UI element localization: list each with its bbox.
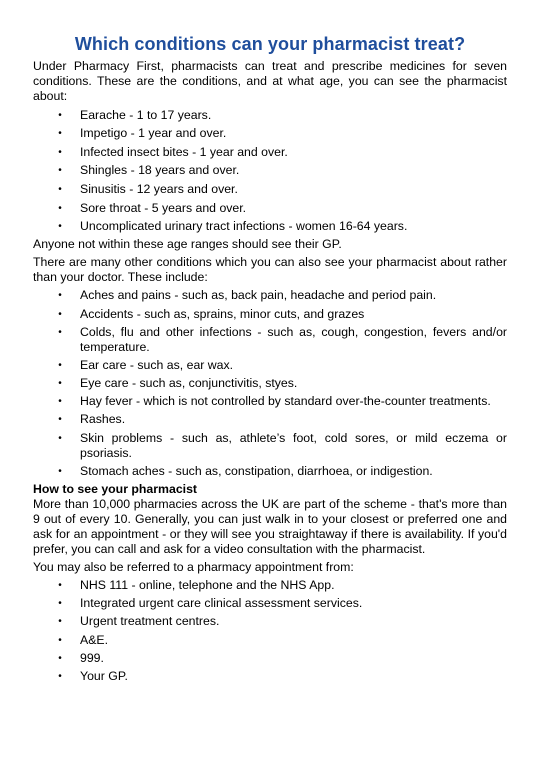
bullet-icon: • [58, 432, 62, 444]
list-item: • Ear care - such as, ear wax. [33, 358, 507, 373]
list-item: • Shingles - 18 years and over. [33, 163, 507, 178]
how-to-see-paragraph: More than 10,000 pharmacies across the UK are part of the scheme - that's more than 9 out of every 10. Generally, you can just walk in to your closest or preferred one and ask for an appointment - or they will see you straightaway if there is availability. If you'd prefer, you can call and ask for a video consultation with the pharmacist. [33, 496, 507, 556]
list-item: • Infected insect bites - 1 year and over. [33, 145, 507, 160]
list-item: • A&E. [33, 633, 507, 648]
list-item: • Your GP. [33, 669, 507, 684]
bullet-icon: • [58, 616, 62, 628]
list-item: • Eye care - such as, conjunctivitis, styes. [33, 376, 507, 391]
list-item: • Impetigo - 1 year and over. [33, 126, 507, 141]
bullet-icon: • [58, 670, 62, 682]
list-item: • Rashes. [33, 412, 507, 427]
bullet-icon: • [58, 146, 62, 158]
bullet-icon: • [58, 308, 62, 320]
list-item: • Accidents - such as, sprains, minor cuts, and grazes [33, 307, 507, 322]
bullet-icon: • [58, 221, 62, 233]
age-note: Anyone not within these age ranges should see their GP. [33, 237, 342, 252]
list-item: • Integrated urgent care clinical assessment services. [33, 596, 507, 611]
list-item: • Sinusitis - 12 years and over. [33, 182, 507, 197]
bullet-icon: • [58, 598, 62, 610]
bullet-icon: • [58, 202, 62, 214]
list-item: • Sore throat - 5 years and over. [33, 201, 507, 216]
bullet-icon: • [58, 580, 62, 592]
list-item: • Hay fever - which is not controlled by standard over-the-counter treatments. [33, 394, 507, 409]
list-item: • Stomach aches - such as, constipation, diarrhoea, or indigestion. [33, 464, 507, 479]
list-item: • Uncomplicated urinary tract infections - women 16-64 years. [33, 219, 507, 234]
list-item: • Skin problems - such as, athlete’s foot, cold sores, or mild eczema or psoriasis. [33, 431, 507, 461]
other-conditions-intro: There are many other conditions which you can also see your pharmacist about rather than your doctor. These include: [33, 255, 507, 285]
intro-paragraph: Under Pharmacy First, pharmacists can treat and prescribe medicines for seven conditions. These are the conditions, and at what age, you can see the pharmacist about: [33, 59, 507, 103]
bullet-icon: • [58, 414, 62, 426]
referral-intro: You may also be referred to a pharmacy appointment from: [33, 559, 354, 574]
list-item: • Colds, flu and other infections - such as, cough, congestion, fevers and/or temperature. [33, 325, 507, 355]
bullet-icon: • [58, 290, 62, 302]
bullet-icon: • [58, 652, 62, 664]
list-item: • Urgent treatment centres. [33, 614, 507, 629]
how-to-see-heading: How to see your pharmacist [33, 481, 198, 496]
bullet-icon: • [58, 396, 62, 408]
page-title: Which conditions can your pharmacist treat? [74, 34, 466, 54]
conditions-list [33, 108, 507, 235]
bullet-icon: • [58, 465, 62, 477]
list-item: • 999. [33, 651, 507, 666]
list-item: • NHS 111 - online, telephone and the NHS App. [33, 578, 507, 593]
list-item: • Aches and pains - such as, back pain, headache and period pain. [33, 288, 507, 303]
list-item: • Earache - 1 to 17 years. [33, 108, 507, 123]
bullet-icon: • [58, 326, 62, 338]
bullet-icon: • [58, 378, 62, 390]
bullet-icon: • [58, 128, 62, 140]
bullet-icon: • [58, 183, 62, 195]
referral-list [33, 578, 507, 684]
document-page [33, 32, 507, 684]
bullet-icon: • [58, 109, 62, 121]
other-conditions-list [33, 288, 507, 479]
bullet-icon: • [58, 165, 62, 177]
bullet-icon: • [58, 634, 62, 646]
bullet-icon: • [58, 359, 62, 371]
